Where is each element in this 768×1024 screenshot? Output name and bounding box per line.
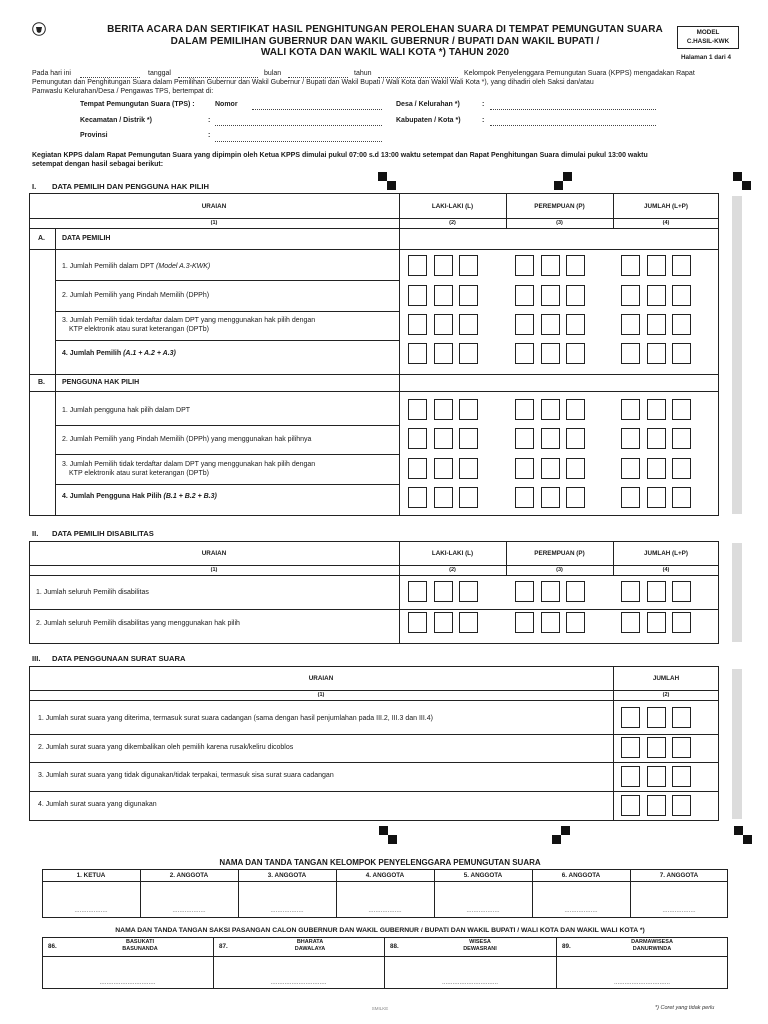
digit-input-box[interactable] — [621, 612, 640, 633]
page-info: Halaman 1 dari 4 — [681, 54, 732, 61]
kpps-member-signature[interactable]: ................... — [172, 907, 206, 914]
kpps-member-signature[interactable]: ................... — [270, 907, 304, 914]
alignment-marker — [379, 826, 388, 835]
digit-input-box[interactable] — [541, 314, 560, 335]
digit-input-box[interactable] — [672, 581, 691, 602]
s1-num4: (4) — [662, 220, 670, 226]
digit-input-box[interactable] — [408, 255, 427, 276]
digit-input-box[interactable] — [672, 795, 691, 816]
digit-input-box[interactable] — [621, 795, 640, 816]
digit-input-box[interactable] — [647, 707, 666, 728]
s1-a3-row — [62, 317, 315, 334]
s3-r1-label: 1. Jumlah surat suara yang diterima, termasuk surat suara cadangan (sama dengan hasil penjumlahan pada III.2, III.3 dan III.4) — [38, 715, 433, 722]
digit-input-box[interactable] — [408, 285, 427, 306]
digit-input-box[interactable] — [621, 255, 640, 276]
digit-input-box[interactable] — [434, 255, 453, 276]
digit-input-box[interactable] — [647, 766, 666, 787]
alignment-marker — [733, 172, 742, 181]
kpps-title: NAMA DAN TANDA TANGAN KELOMPOK PENYELENGGARA PEMUNGUTAN SUARA — [219, 858, 541, 867]
saksi-3-name: WISESA DEWASRANI — [463, 939, 497, 952]
kecamatan-field[interactable] — [215, 125, 382, 126]
desa-colon: : — [482, 101, 485, 108]
digit-input-box[interactable] — [408, 581, 427, 602]
alignment-marker — [743, 835, 752, 844]
alignment-marker — [734, 826, 743, 835]
saksi-1-signature[interactable]: ................................ — [99, 979, 156, 986]
digit-input-box[interactable] — [647, 612, 666, 633]
digit-input-box[interactable] — [459, 399, 478, 420]
scrollbar-strip — [732, 543, 742, 642]
digit-input-box[interactable] — [541, 581, 560, 602]
s1-b4-label: 4. Jumlah Pengguna Hak Pilih — [62, 493, 162, 500]
digit-input-box[interactable] — [672, 707, 691, 728]
digit-input-box[interactable] — [459, 458, 478, 479]
intro-line3: Panwaslu Kelurahan/Desa / Pengawas TPS, bertempat di: — [32, 87, 214, 95]
schedule-text: Kegiatan KPPS dalam Rapat Pemungutan Suara yang dipimpin oleh Ketua KPPS dimulai pukul 07:00 s.d 13:00 waktu setempat dan Rapat Penghitungan Suara dimulai pukul 13:00 waktu setempat dengan hasil sebagai berikut: — [32, 152, 648, 168]
alignment-marker — [561, 826, 570, 835]
tps-nomor-field[interactable] — [252, 109, 382, 110]
kabupaten-field[interactable] — [490, 125, 656, 126]
saksi-title: NAMA DAN TANDA TANGAN SAKSI PASANGAN CALON GUBERNUR DAN WAKIL GUBERNUR / BUPATI DAN WAKIL BUPATI / WALI KOTA DAN WAKIL WALI KOTA *) — [115, 927, 645, 934]
digit-input-box[interactable] — [459, 612, 478, 633]
digit-input-box[interactable] — [621, 314, 640, 335]
digit-input-box[interactable] — [647, 285, 666, 306]
kpps-member-signature[interactable]: ................... — [564, 907, 598, 914]
digit-input-box[interactable] — [459, 487, 478, 508]
kpps-member-label: 7. ANGGOTA — [659, 872, 699, 879]
section3-title: DATA PENGGUNAAN SURAT SUARA — [52, 654, 186, 663]
digit-input-box[interactable] — [459, 581, 478, 602]
digit-input-box[interactable] — [566, 581, 585, 602]
digit-input-box[interactable] — [647, 458, 666, 479]
kpps-member-label: 3. ANGGOTA — [267, 872, 307, 879]
digit-input-box[interactable] — [541, 255, 560, 276]
digit-input-box[interactable] — [541, 612, 560, 633]
digit-input-box[interactable] — [515, 314, 534, 335]
s3-num1: (1) — [317, 692, 325, 698]
digit-input-box[interactable] — [434, 343, 453, 364]
saksi-1-name: BASUKATI BASUNANDA — [122, 939, 158, 952]
s2-col-p: PEREMPUAN (P) — [534, 550, 585, 557]
s1-a-letter: A. — [38, 235, 45, 242]
digit-input-box[interactable] — [621, 581, 640, 602]
s1-a2-label: 2. Jumlah Pemilih yang Pindah Memilih (DPPh) — [62, 292, 210, 299]
digit-input-box[interactable] — [566, 285, 585, 306]
desa-label: Desa / Kelurahan *) — [396, 101, 460, 108]
digit-input-box[interactable] — [647, 314, 666, 335]
provinsi-label: Provinsi — [80, 132, 108, 139]
section2-number: II. — [32, 529, 39, 538]
s1-b4-formula: (B.1 + B.2 + B.3) — [163, 493, 217, 500]
digit-input-box[interactable] — [541, 458, 560, 479]
digit-input-box[interactable] — [647, 581, 666, 602]
saksi-2-number: 87. — [219, 943, 228, 950]
alignment-marker — [388, 835, 397, 844]
s2-num2: (2) — [449, 567, 456, 573]
digit-input-box[interactable] — [566, 428, 585, 449]
s1-a4-label: 4. Jumlah Pemilih — [62, 350, 122, 357]
digit-input-box[interactable] — [672, 255, 691, 276]
digit-input-box[interactable] — [672, 285, 691, 306]
digit-input-box[interactable] — [541, 428, 560, 449]
s1-b1-label: 1. Jumlah pengguna hak pilih dalam DPT — [62, 407, 191, 414]
s1-col-l: LAKI-LAKI (L) — [431, 203, 474, 210]
kabupaten-colon: : — [482, 117, 485, 124]
s1-a-title: DATA PEMILIH — [62, 235, 111, 242]
kpps-member-signature[interactable]: ................... — [466, 907, 500, 914]
footer-code: SMILKE — [371, 1006, 389, 1011]
digit-input-box[interactable] — [408, 399, 427, 420]
s1-col-p: PEREMPUAN (P) — [534, 203, 585, 210]
s1-b4-row — [62, 493, 217, 500]
footer-note: *) Coret yang tidak perlu — [655, 1005, 715, 1011]
digit-input-box[interactable] — [621, 399, 640, 420]
digit-input-box[interactable] — [566, 612, 585, 633]
provinsi-field[interactable] — [215, 141, 382, 142]
digit-input-box[interactable] — [515, 399, 534, 420]
s1-a1-label: 1. Jumlah Pemilih dalam DPT — [62, 263, 155, 270]
kpps-member-label: 5. ANGGOTA — [463, 872, 503, 879]
digit-input-box[interactable] — [672, 343, 691, 364]
digit-input-box[interactable] — [647, 795, 666, 816]
s2-r2-label: 2. Jumlah seluruh Pemilih disabilitas yang menggunakan hak pilih — [36, 620, 240, 627]
s1-b-title: PENGGUNA HAK PILIH — [62, 379, 140, 386]
digit-input-box[interactable] — [647, 428, 666, 449]
s1-b2-label: 2. Jumlah Pemilih yang Pindah Memilih (DPPh) yang menggunakan hak pilihnya — [62, 436, 312, 443]
digit-input-box[interactable] — [566, 458, 585, 479]
s2-r1-label: 1. Jumlah seluruh Pemilih disabilitas — [36, 589, 149, 596]
s3-r2-label: 2. Jumlah surat suara yang dikembalikan oleh pemilih karena rusak/keliru dicoblos — [38, 744, 294, 751]
logo-emblem — [32, 22, 46, 36]
s1-num3: (3) — [556, 220, 563, 226]
desa-field[interactable] — [490, 109, 656, 110]
kecamatan-label: Kecamatan / Distrik *) — [80, 117, 152, 124]
digit-input-box[interactable] — [515, 487, 534, 508]
digit-input-box[interactable] — [672, 458, 691, 479]
kabupaten-label: Kabupaten / Kota *) — [396, 117, 461, 124]
s1-a3-line2: KTP elektronik atau surat keterangan (DPTb) — [69, 325, 209, 333]
digit-input-box[interactable] — [541, 399, 560, 420]
alignment-marker — [563, 172, 572, 181]
alignment-marker — [742, 181, 751, 190]
digit-input-box[interactable] — [566, 255, 585, 276]
digit-input-box[interactable] — [621, 458, 640, 479]
digit-input-box[interactable] — [434, 487, 453, 508]
digit-input-box[interactable] — [408, 458, 427, 479]
digit-input-box[interactable] — [515, 343, 534, 364]
s1-b-letter: B. — [38, 379, 45, 386]
digit-input-box[interactable] — [647, 343, 666, 364]
digit-input-box[interactable] — [621, 343, 640, 364]
digit-input-box[interactable] — [672, 737, 691, 758]
digit-input-box[interactable] — [515, 612, 534, 633]
digit-input-box[interactable] — [541, 343, 560, 364]
digit-input-box[interactable] — [621, 766, 640, 787]
digit-input-box[interactable] — [566, 399, 585, 420]
s1-a3-line1: 3. Jumlah Pemilih tidak terdaftar dalam DPT yang menggunakan hak pilih dengan — [62, 317, 316, 324]
saksi-3-number: 88. — [390, 943, 399, 950]
s3-num2: (2) — [662, 692, 670, 698]
kpps-member-label: 2. ANGGOTA — [169, 872, 209, 879]
s1-a1-row — [62, 263, 210, 270]
digit-input-box[interactable] — [672, 399, 691, 420]
digit-input-box[interactable] — [672, 428, 691, 449]
section1-number: I. — [32, 182, 37, 191]
digit-input-box[interactable] — [621, 707, 640, 728]
digit-input-box[interactable] — [434, 314, 453, 335]
alignment-marker — [387, 181, 396, 190]
digit-input-box[interactable] — [621, 428, 640, 449]
alignment-marker — [552, 835, 561, 844]
saksi-4-name: DARMAWISESA DANURWINDA — [631, 939, 673, 952]
digit-input-box[interactable] — [434, 612, 453, 633]
digit-input-box[interactable] — [434, 399, 453, 420]
s1-a4-formula: (A.1 + A.2 + A.3) — [123, 350, 176, 357]
saksi-2-signature[interactable]: ................................ — [270, 979, 327, 986]
s1-a1-model: (Model A.3-KWK) — [156, 263, 211, 270]
tps-label: Tempat Pemungutan Suara (TPS) : — [80, 101, 195, 108]
digit-input-box[interactable] — [647, 487, 666, 508]
s2-col-j: JUMLAH (L+P) — [644, 550, 688, 557]
digit-input-box[interactable] — [621, 487, 640, 508]
intro-line2: Pemungutan dan Penghitungan Suara dalam Pemilihan Gubernur dan Wakil Gubernur / Bupati dan Wakil Bupati / Wali Kota dan Wakil Wali Kota *), yang dihadiri oleh Saksi dan/atau — [32, 79, 594, 86]
intro-paragraph — [32, 70, 747, 96]
digit-input-box[interactable] — [459, 314, 478, 335]
digit-input-box[interactable] — [647, 737, 666, 758]
intro-tahun: tahun — [354, 70, 372, 77]
kpps-member-signature[interactable]: ................... — [662, 907, 696, 914]
digit-input-box[interactable] — [434, 428, 453, 449]
digit-input-box[interactable] — [515, 285, 534, 306]
intro-bulan: bulan — [264, 70, 282, 77]
kpps-member-label: 6. ANGGOTA — [561, 872, 601, 879]
saksi-2-name: BHARATA DAWALAYA — [294, 939, 326, 952]
saksi-3-signature[interactable]: ................................ — [442, 979, 498, 986]
s1-num2: (2) — [449, 220, 456, 226]
digit-input-box[interactable] — [408, 487, 427, 508]
digit-input-box[interactable] — [672, 612, 691, 633]
s1-b3-row — [62, 461, 315, 478]
intro-hari: Pada hari ini — [32, 70, 71, 77]
s2-num3: (3) — [556, 567, 563, 573]
s3-r3-label: 3. Jumlah surat suara yang tidak digunakan/tidak terpakai, termasuk sisa surat suara cadangan — [38, 772, 334, 779]
saksi-1-number: 86. — [48, 943, 57, 950]
document-title: BERITA ACARA DAN SERTIFIKAT HASIL PENGHITUNGAN PEROLEHAN SUARA DI TEMPAT PEMUNGUTAN SUARA DALAM PEMILIHAN GUBERNUR DAN WAKIL GUBERNUR / BUPATI DAN WAKIL BUPATI / WALI KOTA DAN WAKIL WALI KOTA *) TAHUN 2020 — [107, 24, 663, 58]
digit-input-box[interactable] — [621, 285, 640, 306]
digit-input-box[interactable] — [647, 399, 666, 420]
digit-input-box[interactable] — [672, 766, 691, 787]
digit-input-box[interactable] — [459, 255, 478, 276]
s1-col-uraian: URAIAN — [201, 203, 227, 210]
digit-input-box[interactable] — [566, 487, 585, 508]
digit-input-box[interactable] — [408, 428, 427, 449]
s2-col-uraian: URAIAN — [201, 550, 227, 557]
scrollbar-strip — [732, 196, 742, 514]
digit-input-box[interactable] — [541, 285, 560, 306]
saksi-4-number: 89. — [562, 943, 571, 950]
s1-col-j: JUMLAH (L+P) — [644, 203, 688, 210]
digit-input-box[interactable] — [621, 737, 640, 758]
alignment-marker — [378, 172, 387, 181]
s2-num1: (1) — [210, 567, 218, 573]
s3-r4-label: 4. Jumlah surat suara yang digunakan — [38, 801, 157, 808]
digit-input-box[interactable] — [408, 343, 427, 364]
kecamatan-colon: : — [208, 117, 211, 124]
kpps-member-label: 1. KETUA — [76, 872, 106, 879]
digit-input-box[interactable] — [647, 255, 666, 276]
section1-title: DATA PEMILIH DAN PENGGUNA HAK PILIH — [52, 182, 209, 191]
digit-input-box[interactable] — [459, 343, 478, 364]
digit-input-box[interactable] — [515, 428, 534, 449]
kpps-member-label: 4. ANGGOTA — [365, 872, 405, 879]
provinsi-colon: : — [208, 132, 211, 139]
digit-input-box[interactable] — [434, 285, 453, 306]
digit-input-box[interactable] — [459, 285, 478, 306]
digit-input-box[interactable] — [541, 487, 560, 508]
tps-nomor-label: Nomor — [215, 101, 238, 108]
s2-col-l: LAKI-LAKI (L) — [431, 550, 474, 557]
digit-input-box[interactable] — [434, 581, 453, 602]
digit-input-box[interactable] — [515, 458, 534, 479]
digit-input-box[interactable] — [459, 428, 478, 449]
digit-input-box[interactable] — [408, 612, 427, 633]
s1-a4-row — [62, 350, 176, 357]
s1-num1: (1) — [210, 220, 218, 226]
section2-title: DATA PEMILIH DISABILITAS — [52, 529, 154, 538]
s1-b3-line2: KTP elektronik atau surat keterangan (DPTb) — [69, 469, 209, 477]
saksi-4-signature[interactable]: ................................ — [614, 979, 670, 986]
digit-input-box[interactable] — [566, 314, 585, 335]
intro-kpps: Kelompok Penyelenggara Pemungutan Suara (KPPS) mengadakan Rapat — [464, 70, 695, 77]
s3-col-uraian: URAIAN — [308, 675, 334, 682]
model-code-box: MODEL C.HASIL-KWK — [677, 26, 739, 49]
digit-input-box[interactable] — [515, 255, 534, 276]
s2-num4: (4) — [662, 567, 670, 573]
s1-b3-line1: 3. Jumlah Pemilih tidak terdaftar dalam DPT yang menggunakan hak pilih dengan — [62, 461, 316, 468]
digit-input-box[interactable] — [408, 314, 427, 335]
digit-input-box[interactable] — [515, 581, 534, 602]
digit-input-box[interactable] — [672, 314, 691, 335]
s3-col-j: JUMLAH — [652, 675, 680, 682]
kpps-member-signature[interactable]: ................... — [74, 907, 108, 914]
digit-input-box[interactable] — [672, 487, 691, 508]
digit-input-box[interactable] — [566, 343, 585, 364]
digit-input-box[interactable] — [434, 458, 453, 479]
alignment-marker — [554, 181, 563, 190]
scrollbar-strip — [732, 669, 742, 819]
section3-number: III. — [32, 654, 41, 663]
kpps-member-signature[interactable]: ................... — [368, 907, 402, 914]
intro-tanggal: tanggal — [148, 70, 171, 77]
